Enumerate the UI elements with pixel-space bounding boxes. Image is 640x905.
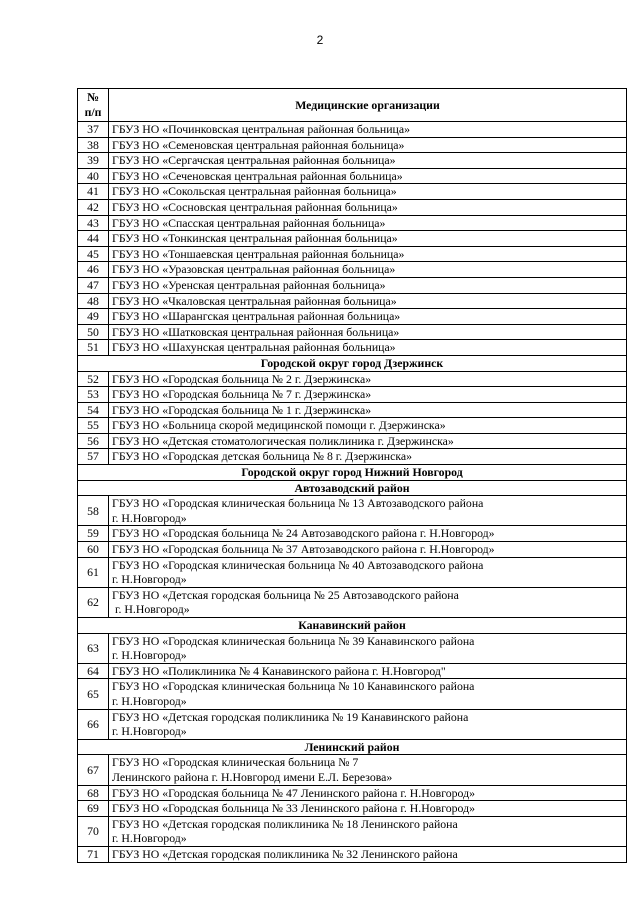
organization-name: ГБУЗ НО «Городская больница № 37 Автозаводского района г. Н.Новгород»	[109, 542, 627, 558]
row-number: 61	[78, 557, 109, 587]
table-header-row	[78, 89, 627, 122]
table-row	[78, 293, 627, 309]
section-title: Ленинский район	[78, 739, 627, 755]
table-row	[78, 168, 627, 184]
section-row	[78, 739, 627, 755]
organization-name: ГБУЗ НО «Городская детская больница № 8 г. Дзержинска»	[109, 449, 627, 465]
organization-name: ГБУЗ НО «Уренская центральная районная больница»	[109, 277, 627, 293]
column-header-organizations: Медицинские организации	[109, 89, 627, 122]
column-header-number: № п/п	[78, 89, 109, 122]
row-number: 52	[78, 371, 109, 387]
organization-name: ГБУЗ НО «Починковская центральная районная больница»	[109, 122, 627, 138]
table-row	[78, 184, 627, 200]
organization-name: ГБУЗ НО «Городская больница № 47 Ленинского района г. Н.Новгород»	[109, 785, 627, 801]
table-row	[78, 846, 627, 862]
table-row	[78, 633, 627, 663]
table-body	[78, 122, 627, 863]
organization-name: ГБУЗ НО «Шарангская центральная районная больница»	[109, 309, 627, 325]
row-number: 53	[78, 387, 109, 403]
table-row	[78, 137, 627, 153]
table-row	[78, 402, 627, 418]
row-number: 69	[78, 801, 109, 817]
row-number: 59	[78, 526, 109, 542]
row-number: 50	[78, 324, 109, 340]
table-row	[78, 199, 627, 215]
organization-name: ГБУЗ НО «Больница скорой медицинской помощи г. Дзержинска»	[109, 418, 627, 434]
section-title: Городской округ город Нижний Новгород	[78, 465, 627, 481]
row-number: 56	[78, 433, 109, 449]
row-number: 66	[78, 709, 109, 739]
row-number: 57	[78, 449, 109, 465]
table-row	[78, 215, 627, 231]
row-number: 37	[78, 122, 109, 138]
row-number: 62	[78, 587, 109, 617]
organization-name: ГБУЗ НО «Поликлиника № 4 Канавинского района г. Н.Новгород"	[109, 663, 627, 679]
organization-name: ГБУЗ НО «Шахунская центральная районная больница»	[109, 340, 627, 356]
section-title: Городской округ город Дзержинск	[78, 355, 627, 371]
section-row	[78, 618, 627, 634]
table-row	[78, 246, 627, 262]
table-row	[78, 324, 627, 340]
table-row	[78, 557, 627, 587]
table-row	[78, 663, 627, 679]
organization-name: ГБУЗ НО «Детская городская поликлиника № 18 Ленинского района г. Н.Новгород»	[109, 816, 627, 846]
row-number: 46	[78, 262, 109, 278]
page-number: 2	[316, 33, 324, 47]
table-row	[78, 371, 627, 387]
row-number: 49	[78, 309, 109, 325]
organization-name: ГБУЗ НО «Детская городская поликлиника № 19 Канавинского района г. Н.Новгород»	[109, 709, 627, 739]
table-row	[78, 153, 627, 169]
row-number: 64	[78, 663, 109, 679]
table-row	[78, 755, 627, 785]
organization-name: ГБУЗ НО «Сосновская центральная районная больница»	[109, 199, 627, 215]
table-row	[78, 816, 627, 846]
organization-name: ГБУЗ НО «Городская больница № 1 г. Дзержинска»	[109, 402, 627, 418]
organization-name: ГБУЗ НО «Сокольская центральная районная больница»	[109, 184, 627, 200]
table-row	[78, 587, 627, 617]
row-number: 40	[78, 168, 109, 184]
row-number: 39	[78, 153, 109, 169]
organization-name: ГБУЗ НО «Тонкинская центральная районная больница»	[109, 231, 627, 247]
row-number: 68	[78, 785, 109, 801]
organization-name: ГБУЗ НО «Детская городская больница № 25 Автозаводского района г. Н.Новгород»	[109, 587, 627, 617]
row-number: 48	[78, 293, 109, 309]
row-number: 45	[78, 246, 109, 262]
table-row	[78, 433, 627, 449]
row-number: 47	[78, 277, 109, 293]
table-row	[78, 801, 627, 817]
organization-name: ГБУЗ НО «Городская больница № 24 Автозаводского района г. Н.Новгород»	[109, 526, 627, 542]
row-number: 38	[78, 137, 109, 153]
table-row	[78, 231, 627, 247]
organization-name: ГБУЗ НО «Городская клиническая больница № 13 Автозаводского района г. Н.Новгород»	[109, 496, 627, 526]
organization-name: ГБУЗ НО «Детская стоматологическая поликлиника г. Дзержинска»	[109, 433, 627, 449]
table-row	[78, 340, 627, 356]
section-row	[78, 480, 627, 496]
table-row	[78, 387, 627, 403]
row-number: 63	[78, 633, 109, 663]
organization-name: ГБУЗ НО «Городская клиническая больница № 40 Автозаводского района г. Н.Новгород»	[109, 557, 627, 587]
organization-name: ГБУЗ НО «Тоншаевская центральная районная больница»	[109, 246, 627, 262]
row-number: 71	[78, 846, 109, 862]
row-number: 67	[78, 755, 109, 785]
organization-name: ГБУЗ НО «Сергачская центральная районная больница»	[109, 153, 627, 169]
organization-name: ГБУЗ НО «Городская больница № 7 г. Дзержинска»	[109, 387, 627, 403]
section-row	[78, 465, 627, 481]
row-number: 65	[78, 679, 109, 709]
organization-name: ГБУЗ НО «Городская клиническая больница № 7 Ленинского района г. Н.Новгород имени Е.Л. Березова»	[109, 755, 627, 785]
table-row	[78, 785, 627, 801]
row-number: 55	[78, 418, 109, 434]
organizations-table	[77, 88, 627, 863]
row-number: 43	[78, 215, 109, 231]
row-number: 44	[78, 231, 109, 247]
row-number: 54	[78, 402, 109, 418]
organization-name: ГБУЗ НО «Шатковская центральная районная больница»	[109, 324, 627, 340]
row-number: 70	[78, 816, 109, 846]
table-row	[78, 542, 627, 558]
row-number: 41	[78, 184, 109, 200]
section-title: Канавинский район	[78, 618, 627, 634]
section-title: Автозаводский район	[78, 480, 627, 496]
organization-name: ГБУЗ НО «Городская больница № 2 г. Дзержинска»	[109, 371, 627, 387]
organization-name: ГБУЗ НО «Городская клиническая больница № 39 Канавинского района г. Н.Новгород»	[109, 633, 627, 663]
table-row	[78, 679, 627, 709]
table-row	[78, 709, 627, 739]
organization-name: ГБУЗ НО «Городская клиническая больница № 10 Канавинского района г. Н.Новгород»	[109, 679, 627, 709]
organization-name: ГБУЗ НО «Детская городская поликлиника № 32 Ленинского района	[109, 846, 627, 862]
row-number: 42	[78, 199, 109, 215]
table-row	[78, 122, 627, 138]
table-row	[78, 277, 627, 293]
organization-name: ГБУЗ НО «Сеченовская центральная районная больница»	[109, 168, 627, 184]
organization-name: ГБУЗ НО «Спасская центральная районная больница»	[109, 215, 627, 231]
table-row	[78, 526, 627, 542]
table-row	[78, 418, 627, 434]
organization-name: ГБУЗ НО «Семеновская центральная районная больница»	[109, 137, 627, 153]
organization-name: ГБУЗ НО «Городская больница № 33 Ленинского района г. Н.Новгород»	[109, 801, 627, 817]
section-row	[78, 355, 627, 371]
organization-name: ГБУЗ НО «Чкаловская центральная районная больница»	[109, 293, 627, 309]
organization-name: ГБУЗ НО «Уразовская центральная районная больница»	[109, 262, 627, 278]
row-number: 51	[78, 340, 109, 356]
table-row	[78, 262, 627, 278]
table-row	[78, 449, 627, 465]
table-row	[78, 496, 627, 526]
row-number: 58	[78, 496, 109, 526]
table-row	[78, 309, 627, 325]
row-number: 60	[78, 542, 109, 558]
